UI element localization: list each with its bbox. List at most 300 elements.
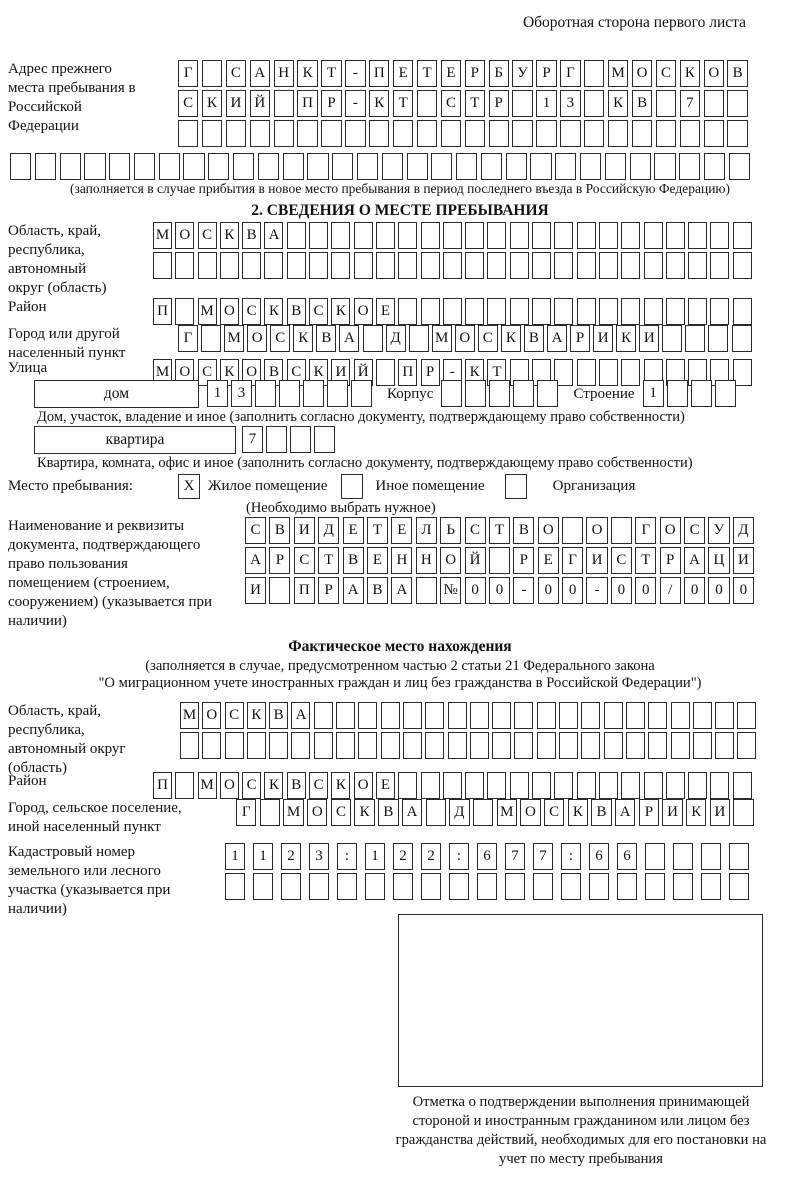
char-cell[interactable]: Т xyxy=(635,547,656,574)
char-cell[interactable] xyxy=(532,772,551,799)
char-cell[interactable]: 7 xyxy=(533,843,553,870)
char-cell[interactable]: Р xyxy=(570,325,590,352)
char-cell[interactable]: Р xyxy=(536,60,556,87)
char-cell[interactable] xyxy=(425,732,444,759)
char-cell[interactable]: О xyxy=(202,702,221,729)
char-cell[interactable]: И xyxy=(733,547,754,574)
char-cell[interactable]: А xyxy=(245,547,266,574)
char-cell[interactable] xyxy=(220,252,239,279)
char-cell[interactable] xyxy=(621,252,640,279)
char-cell[interactable] xyxy=(403,702,422,729)
char-cell[interactable] xyxy=(733,252,752,279)
char-cell[interactable] xyxy=(84,153,105,180)
char-cell[interactable]: Р xyxy=(513,547,534,574)
char-cell[interactable]: К xyxy=(297,60,317,87)
char-cell[interactable]: 3 xyxy=(560,90,580,117)
char-cell[interactable] xyxy=(175,772,194,799)
char-cell[interactable]: К xyxy=(369,90,389,117)
char-cell[interactable] xyxy=(201,325,221,352)
char-cell[interactable] xyxy=(532,252,551,279)
char-cell[interactable] xyxy=(465,252,484,279)
char-cell[interactable] xyxy=(510,298,529,325)
char-cell[interactable] xyxy=(269,732,288,759)
char-cell[interactable]: Ь xyxy=(440,517,461,544)
char-cell[interactable]: С xyxy=(198,359,217,386)
char-cell[interactable] xyxy=(465,772,484,799)
char-cell[interactable] xyxy=(403,732,422,759)
char-cell[interactable]: - xyxy=(345,90,365,117)
char-cell[interactable]: К xyxy=(309,359,328,386)
char-cell[interactable]: М xyxy=(153,359,172,386)
char-cell[interactable] xyxy=(358,702,377,729)
char-cell[interactable] xyxy=(537,380,558,407)
char-cell[interactable] xyxy=(688,222,707,249)
char-cell[interactable]: 0 xyxy=(635,577,656,604)
char-cell[interactable]: Р xyxy=(321,90,341,117)
char-cell[interactable]: Н xyxy=(391,547,412,574)
char-cell[interactable] xyxy=(398,222,417,249)
char-cell[interactable]: С xyxy=(441,90,461,117)
char-cell[interactable] xyxy=(644,298,663,325)
char-cell[interactable]: К xyxy=(465,359,484,386)
char-cell[interactable]: Т xyxy=(487,359,506,386)
char-cell[interactable] xyxy=(656,90,676,117)
char-cell[interactable]: Е xyxy=(376,772,395,799)
char-cell[interactable]: К xyxy=(220,359,239,386)
char-cell[interactable] xyxy=(621,298,640,325)
char-cell[interactable]: 0 xyxy=(465,577,486,604)
char-cell[interactable]: С xyxy=(309,298,328,325)
char-cell[interactable] xyxy=(673,843,693,870)
char-cell[interactable]: М xyxy=(224,325,244,352)
char-cell[interactable]: Т xyxy=(367,517,388,544)
char-cell[interactable] xyxy=(584,60,604,87)
char-cell[interactable] xyxy=(666,298,685,325)
char-cell[interactable] xyxy=(465,380,486,407)
char-cell[interactable] xyxy=(584,120,604,147)
char-cell[interactable]: - xyxy=(586,577,607,604)
char-cell[interactable] xyxy=(537,732,556,759)
char-cell[interactable]: К xyxy=(264,772,283,799)
char-cell[interactable]: В xyxy=(591,799,611,826)
char-cell[interactable]: К xyxy=(608,90,628,117)
char-cell[interactable] xyxy=(465,298,484,325)
char-cell[interactable] xyxy=(510,772,529,799)
char-cell[interactable]: О xyxy=(220,298,239,325)
char-cell[interactable]: П xyxy=(294,577,315,604)
char-cell[interactable] xyxy=(481,153,502,180)
char-cell[interactable]: А xyxy=(684,547,705,574)
char-cell[interactable] xyxy=(626,702,645,729)
char-cell[interactable]: Е xyxy=(538,547,559,574)
char-cell[interactable]: Р xyxy=(660,547,681,574)
char-cell[interactable] xyxy=(233,153,254,180)
char-cell[interactable] xyxy=(283,153,304,180)
char-cell[interactable]: И xyxy=(586,547,607,574)
char-cell[interactable]: К xyxy=(354,799,374,826)
char-cell[interactable] xyxy=(715,702,734,729)
char-cell[interactable]: У xyxy=(708,517,729,544)
char-cell[interactable] xyxy=(680,120,700,147)
char-cell[interactable]: О xyxy=(220,772,239,799)
char-cell[interactable]: 0 xyxy=(733,577,754,604)
char-cell[interactable]: Т xyxy=(393,90,413,117)
char-cell[interactable] xyxy=(533,873,553,900)
char-cell[interactable] xyxy=(666,222,685,249)
char-cell[interactable] xyxy=(505,873,525,900)
char-cell[interactable] xyxy=(715,380,736,407)
char-cell[interactable]: К xyxy=(568,799,588,826)
char-cell[interactable] xyxy=(365,873,385,900)
char-cell[interactable] xyxy=(443,252,462,279)
char-cell[interactable]: Р xyxy=(639,799,659,826)
char-cell[interactable]: С xyxy=(656,60,676,87)
char-cell[interactable] xyxy=(489,547,510,574)
char-cell[interactable]: / xyxy=(660,577,681,604)
char-cell[interactable]: 0 xyxy=(708,577,729,604)
char-cell[interactable] xyxy=(456,153,477,180)
char-cell[interactable]: 0 xyxy=(611,577,632,604)
char-cell[interactable]: М xyxy=(198,298,217,325)
char-cell[interactable] xyxy=(398,298,417,325)
char-cell[interactable] xyxy=(10,153,31,180)
char-cell[interactable]: Й xyxy=(250,90,270,117)
char-cell[interactable]: А xyxy=(291,702,310,729)
char-cell[interactable] xyxy=(226,120,246,147)
char-cell[interactable] xyxy=(448,732,467,759)
char-cell[interactable]: И xyxy=(294,517,315,544)
checkbox-inoe[interactable] xyxy=(341,474,363,499)
char-cell[interactable] xyxy=(554,298,573,325)
char-cell[interactable] xyxy=(679,153,700,180)
char-cell[interactable] xyxy=(314,732,333,759)
char-cell[interactable]: О xyxy=(704,60,724,87)
char-cell[interactable] xyxy=(247,732,266,759)
char-cell[interactable] xyxy=(266,426,287,453)
char-cell[interactable] xyxy=(530,153,551,180)
char-cell[interactable] xyxy=(599,222,618,249)
char-cell[interactable] xyxy=(554,252,573,279)
char-cell[interactable] xyxy=(580,153,601,180)
char-cell[interactable] xyxy=(269,577,290,604)
char-cell[interactable] xyxy=(729,843,749,870)
char-cell[interactable]: Р xyxy=(489,90,509,117)
char-cell[interactable] xyxy=(159,153,180,180)
char-cell[interactable]: П xyxy=(153,298,172,325)
char-cell[interactable] xyxy=(274,120,294,147)
char-cell[interactable]: 2 xyxy=(281,843,301,870)
char-cell[interactable]: О xyxy=(538,517,559,544)
char-cell[interactable]: В xyxy=(242,222,261,249)
char-cell[interactable] xyxy=(331,252,350,279)
char-cell[interactable]: : xyxy=(561,843,581,870)
char-cell[interactable]: Д xyxy=(449,799,469,826)
checkbox-organizatsiya[interactable] xyxy=(505,474,527,499)
char-cell[interactable] xyxy=(492,702,511,729)
char-cell[interactable] xyxy=(358,732,377,759)
char-cell[interactable] xyxy=(666,252,685,279)
char-cell[interactable]: - xyxy=(443,359,462,386)
char-cell[interactable] xyxy=(336,732,355,759)
char-cell[interactable] xyxy=(708,325,728,352)
char-cell[interactable]: Н xyxy=(416,547,437,574)
char-cell[interactable] xyxy=(645,843,665,870)
char-cell[interactable] xyxy=(604,732,623,759)
char-cell[interactable]: Т xyxy=(321,60,341,87)
char-cell[interactable]: А xyxy=(402,799,422,826)
char-cell[interactable]: С xyxy=(309,772,328,799)
char-cell[interactable]: 1 xyxy=(536,90,556,117)
char-cell[interactable]: Т xyxy=(318,547,339,574)
char-cell[interactable] xyxy=(421,298,440,325)
char-cell[interactable] xyxy=(645,873,665,900)
char-cell[interactable]: К xyxy=(331,772,350,799)
char-cell[interactable] xyxy=(487,252,506,279)
char-cell[interactable]: Г xyxy=(635,517,656,544)
char-cell[interactable] xyxy=(584,90,604,117)
char-cell[interactable] xyxy=(559,732,578,759)
char-cell[interactable]: В xyxy=(524,325,544,352)
char-cell[interactable] xyxy=(685,325,705,352)
char-cell[interactable]: О xyxy=(440,547,461,574)
char-cell[interactable] xyxy=(733,298,752,325)
char-cell[interactable]: Т xyxy=(465,90,485,117)
char-cell[interactable] xyxy=(599,252,618,279)
char-cell[interactable]: М xyxy=(497,799,517,826)
char-cell[interactable] xyxy=(506,153,527,180)
char-cell[interactable]: Т xyxy=(417,60,437,87)
char-cell[interactable] xyxy=(309,222,328,249)
char-cell[interactable] xyxy=(354,222,373,249)
char-cell[interactable]: К xyxy=(501,325,521,352)
char-cell[interactable]: А xyxy=(339,325,359,352)
char-cell[interactable]: 7 xyxy=(505,843,525,870)
char-cell[interactable] xyxy=(510,222,529,249)
checkbox-zhiloe[interactable]: X xyxy=(178,474,200,499)
char-cell[interactable] xyxy=(443,298,462,325)
char-cell[interactable] xyxy=(291,732,310,759)
char-cell[interactable] xyxy=(617,873,637,900)
char-cell[interactable] xyxy=(715,732,734,759)
char-cell[interactable] xyxy=(337,873,357,900)
char-cell[interactable] xyxy=(581,732,600,759)
char-cell[interactable]: К xyxy=(680,60,700,87)
char-cell[interactable] xyxy=(662,325,682,352)
char-cell[interactable] xyxy=(644,252,663,279)
char-cell[interactable]: Е xyxy=(393,60,413,87)
char-cell[interactable]: О xyxy=(354,772,373,799)
char-cell[interactable]: С xyxy=(478,325,498,352)
char-cell[interactable]: 2 xyxy=(421,843,441,870)
char-cell[interactable] xyxy=(487,298,506,325)
char-cell[interactable]: В xyxy=(287,772,306,799)
char-cell[interactable]: С xyxy=(242,298,261,325)
char-cell[interactable]: А xyxy=(391,577,412,604)
char-cell[interactable] xyxy=(242,252,261,279)
char-cell[interactable] xyxy=(701,873,721,900)
char-cell[interactable] xyxy=(331,222,350,249)
char-cell[interactable] xyxy=(666,772,685,799)
char-cell[interactable] xyxy=(489,120,509,147)
char-cell[interactable] xyxy=(581,702,600,729)
char-cell[interactable]: С xyxy=(544,799,564,826)
char-cell[interactable]: А xyxy=(615,799,635,826)
char-cell[interactable]: О xyxy=(520,799,540,826)
char-cell[interactable] xyxy=(421,873,441,900)
char-cell[interactable] xyxy=(274,90,294,117)
char-cell[interactable] xyxy=(178,120,198,147)
char-cell[interactable]: В xyxy=(316,325,336,352)
char-cell[interactable] xyxy=(109,153,130,180)
char-cell[interactable]: Р xyxy=(421,359,440,386)
char-cell[interactable] xyxy=(532,298,551,325)
char-cell[interactable] xyxy=(704,153,725,180)
char-cell[interactable]: М xyxy=(432,325,452,352)
char-cell[interactable] xyxy=(621,222,640,249)
char-cell[interactable]: П xyxy=(297,90,317,117)
char-cell[interactable]: С xyxy=(225,702,244,729)
char-cell[interactable]: В xyxy=(727,60,747,87)
char-cell[interactable]: 1 xyxy=(365,843,385,870)
char-cell[interactable] xyxy=(260,799,280,826)
char-cell[interactable] xyxy=(512,90,532,117)
char-cell[interactable]: И xyxy=(710,799,730,826)
char-cell[interactable] xyxy=(417,120,437,147)
char-cell[interactable]: Г xyxy=(560,60,580,87)
char-cell[interactable] xyxy=(512,120,532,147)
char-cell[interactable]: В xyxy=(264,359,283,386)
char-cell[interactable]: Д xyxy=(733,517,754,544)
char-cell[interactable] xyxy=(183,153,204,180)
char-cell[interactable] xyxy=(487,222,506,249)
char-cell[interactable] xyxy=(577,252,596,279)
char-cell[interactable]: Й xyxy=(354,359,373,386)
char-cell[interactable] xyxy=(673,873,693,900)
char-cell[interactable] xyxy=(431,153,452,180)
char-cell[interactable] xyxy=(489,380,510,407)
char-cell[interactable]: Т xyxy=(489,517,510,544)
char-cell[interactable] xyxy=(279,380,300,407)
char-cell[interactable] xyxy=(421,772,440,799)
char-cell[interactable]: Е xyxy=(391,517,412,544)
char-cell[interactable] xyxy=(376,222,395,249)
char-cell[interactable] xyxy=(303,380,324,407)
char-cell[interactable]: К xyxy=(247,702,266,729)
char-cell[interactable] xyxy=(561,873,581,900)
char-cell[interactable] xyxy=(577,298,596,325)
char-cell[interactable] xyxy=(560,120,580,147)
char-cell[interactable] xyxy=(225,732,244,759)
char-cell[interactable] xyxy=(357,153,378,180)
char-cell[interactable] xyxy=(369,120,389,147)
char-cell[interactable]: - xyxy=(513,577,534,604)
char-cell[interactable] xyxy=(465,120,485,147)
char-cell[interactable] xyxy=(737,702,756,729)
char-cell[interactable]: Ц xyxy=(708,547,729,574)
char-cell[interactable]: Р xyxy=(269,547,290,574)
char-cell[interactable] xyxy=(255,380,276,407)
char-cell[interactable]: Г xyxy=(562,547,583,574)
char-cell[interactable]: С xyxy=(294,547,315,574)
char-cell[interactable]: С xyxy=(287,359,306,386)
char-cell[interactable] xyxy=(599,772,618,799)
char-cell[interactable] xyxy=(443,772,462,799)
char-cell[interactable]: 1 xyxy=(643,380,664,407)
char-cell[interactable] xyxy=(729,153,750,180)
char-cell[interactable]: 6 xyxy=(589,843,609,870)
char-cell[interactable] xyxy=(290,426,311,453)
char-cell[interactable] xyxy=(737,732,756,759)
char-cell[interactable]: С xyxy=(270,325,290,352)
char-cell[interactable]: Е xyxy=(376,298,395,325)
char-cell[interactable]: С xyxy=(611,547,632,574)
char-cell[interactable]: С xyxy=(245,517,266,544)
char-cell[interactable] xyxy=(398,772,417,799)
char-cell[interactable]: И xyxy=(245,577,266,604)
char-cell[interactable] xyxy=(559,702,578,729)
char-cell[interactable] xyxy=(654,153,675,180)
char-cell[interactable] xyxy=(470,732,489,759)
char-cell[interactable]: П xyxy=(153,772,172,799)
char-cell[interactable] xyxy=(393,873,413,900)
char-cell[interactable] xyxy=(487,772,506,799)
char-cell[interactable]: М xyxy=(608,60,628,87)
char-cell[interactable] xyxy=(175,298,194,325)
char-cell[interactable]: С xyxy=(198,222,217,249)
char-cell[interactable]: И xyxy=(639,325,659,352)
char-cell[interactable] xyxy=(409,325,429,352)
char-cell[interactable] xyxy=(393,120,413,147)
char-cell[interactable] xyxy=(416,577,437,604)
char-cell[interactable] xyxy=(180,732,199,759)
char-cell[interactable] xyxy=(514,702,533,729)
char-cell[interactable] xyxy=(589,873,609,900)
char-cell[interactable] xyxy=(691,380,712,407)
char-cell[interactable] xyxy=(537,702,556,729)
char-cell[interactable] xyxy=(554,772,573,799)
char-cell[interactable]: О xyxy=(586,517,607,544)
char-cell[interactable] xyxy=(577,222,596,249)
char-cell[interactable] xyxy=(336,702,355,729)
char-cell[interactable] xyxy=(514,732,533,759)
char-cell[interactable] xyxy=(630,153,651,180)
char-cell[interactable] xyxy=(513,380,534,407)
char-cell[interactable]: П xyxy=(398,359,417,386)
char-cell[interactable]: Д xyxy=(386,325,406,352)
char-cell[interactable]: Р xyxy=(318,577,339,604)
char-cell[interactable] xyxy=(264,252,283,279)
char-cell[interactable] xyxy=(648,732,667,759)
char-cell[interactable]: А xyxy=(343,577,364,604)
char-cell[interactable] xyxy=(381,732,400,759)
char-cell[interactable]: 1 xyxy=(225,843,245,870)
char-cell[interactable] xyxy=(307,153,328,180)
char-cell[interactable]: Е xyxy=(367,547,388,574)
char-cell[interactable]: К xyxy=(220,222,239,249)
char-cell[interactable]: В xyxy=(513,517,534,544)
char-cell[interactable] xyxy=(704,120,724,147)
char-cell[interactable] xyxy=(198,252,217,279)
char-cell[interactable] xyxy=(492,732,511,759)
char-cell[interactable]: 6 xyxy=(617,843,637,870)
char-cell[interactable] xyxy=(710,772,729,799)
char-cell[interactable]: 6 xyxy=(477,843,497,870)
char-cell[interactable] xyxy=(202,60,222,87)
char-cell[interactable] xyxy=(733,772,752,799)
char-cell[interactable]: К xyxy=(686,799,706,826)
char-cell[interactable] xyxy=(727,90,747,117)
char-cell[interactable] xyxy=(134,153,155,180)
